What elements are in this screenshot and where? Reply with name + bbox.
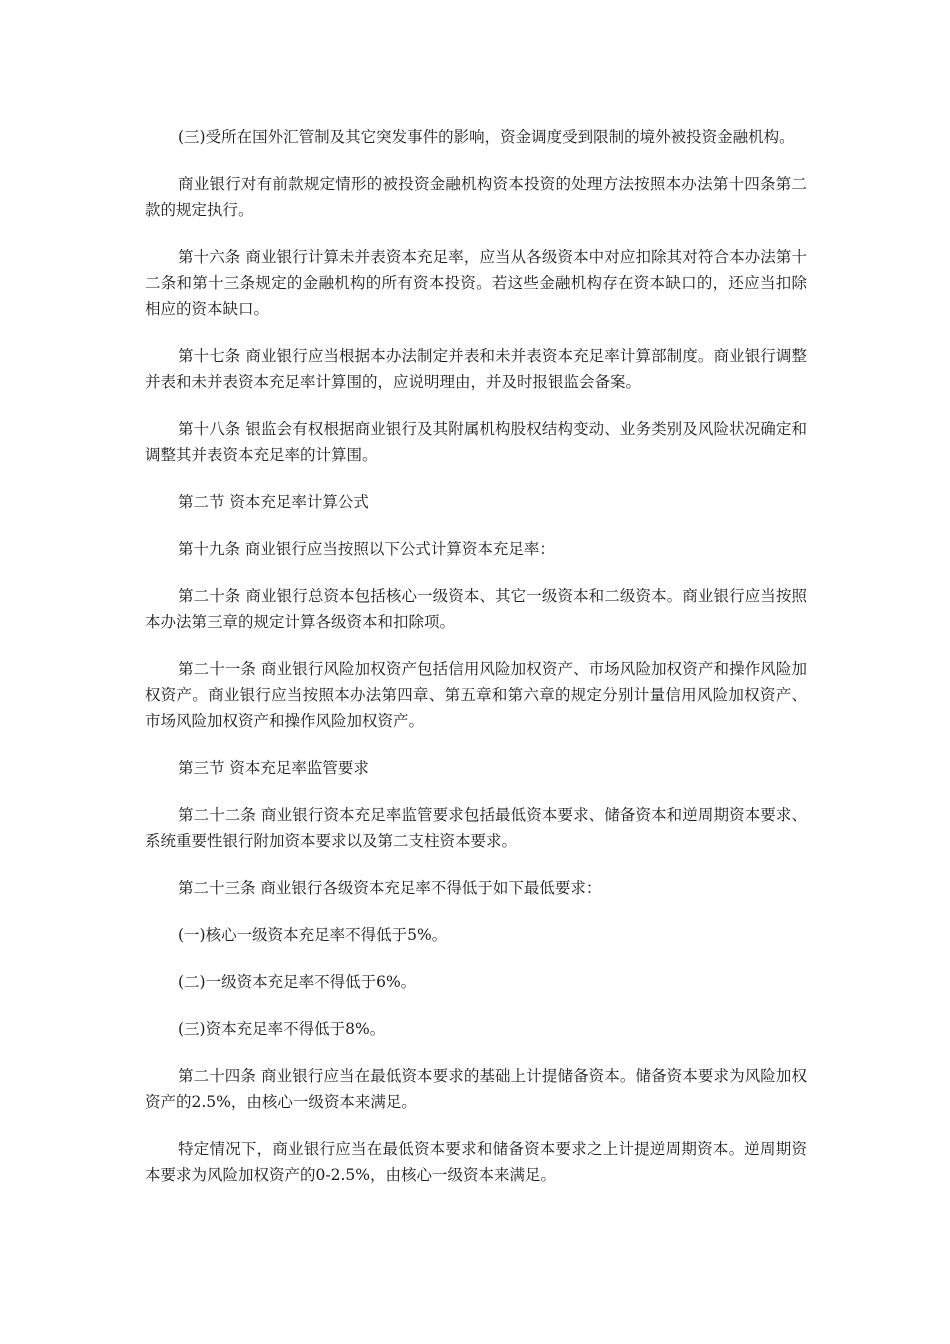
paragraph-gap (145, 562, 807, 583)
requirement-tier1: (二)一级资本充足率不得低于6%。 (178, 973, 417, 991)
paragraph-gap (145, 1042, 807, 1063)
section-3-heading: 第三节 资本充足率监管要求 (178, 759, 369, 777)
article-23: 第二十三条 商业银行各级资本充足率不得低于如下最低要求： (178, 879, 602, 897)
paragraph-gap (145, 322, 807, 343)
article-24: 第二十四条 商业银行应当在最低资本要求的基础上计提储备资本。储备资本要求为风险加权资产的2.5%，由核心一级资本来满足。 (145, 1067, 807, 1111)
article-21: 第二十一条 商业银行风险加权资产包括信用风险加权资产、市场风险加权资产和操作风险加权资产。商业银行应当按照本办法第四章、第五章和第六章的规定分别计量信用风险加权资产、市场风险加权资产和操作风险加权资产。 (145, 660, 807, 730)
paragraph-gap (145, 948, 807, 969)
paragraph-gap (145, 781, 807, 802)
paragraph-gap (145, 734, 807, 755)
paragraph-gap (145, 901, 807, 922)
requirement-core-tier1: (一)核心一级资本充足率不得低于5%。 (178, 926, 448, 944)
paragraph-gap (145, 223, 807, 244)
paragraph-gap (145, 635, 807, 656)
paragraph-gap (145, 995, 807, 1016)
article-20: 第二十条 商业银行总资本包括核心一级资本、其它一级资本和二级资本。商业银行应当按照本办法第三章的规定计算各级资本和扣除项。 (145, 587, 807, 631)
article-22: 第二十二条 商业银行资本充足率监管要求包括最低资本要求、储备资本和逆周期资本要求、系统重要性银行附加资本要求以及第二支柱资本要求。 (145, 806, 807, 850)
paragraph-foreign-exchange-restriction: (三)受所在国外汇管制及其它突发事件的影响，资金调度受到限制的境外被投资金融机构。 (178, 128, 795, 146)
paragraph-gap (145, 1115, 807, 1136)
paragraph-gap (145, 468, 807, 489)
paragraph-gap (145, 854, 807, 875)
paragraph-handling-method: 商业银行对有前款规定情形的被投资金融机构资本投资的处理方法按照本办法第十四条第二款的规定执行。 (145, 175, 807, 219)
section-2-heading: 第二节 资本充足率计算公式 (178, 493, 369, 511)
paragraph-countercyclical-capital: 特定情况下，商业银行应当在最低资本要求和储备资本要求之上计提逆周期资本。逆周期资本要求为风险加权资产的0-2.5%，由核心一级资本来满足。 (145, 1140, 807, 1184)
paragraph-gap (145, 150, 807, 171)
article-17: 第十七条 商业银行应当根据本办法制定并表和未并表资本充足率计算部制度。商业银行调整并表和未并表资本充足率计算围的，应说明理由，并及时报银监会备案。 (145, 347, 807, 391)
paragraph-gap (145, 515, 807, 536)
article-18: 第十八条 银监会有权根据商业银行及其附属机构股权结构变动、业务类别及风险状况确定和调整其并表资本充足率的计算围。 (145, 420, 807, 464)
requirement-total-capital: (三)资本充足率不得低于8%。 (178, 1020, 386, 1038)
article-16: 第十六条 商业银行计算未并表资本充足率，应当从各级资本中对应扣除其对符合本办法第十二条和第十三条规定的金融机构的所有资本投资。若这些金融机构存在资本缺口的，还应当扣除相应的资本缺口。 (145, 248, 807, 318)
article-19: 第十九条 商业银行应当按照以下公式计算资本充足率： (178, 540, 555, 558)
document-body (145, 124, 807, 1188)
paragraph-gap (145, 395, 807, 416)
